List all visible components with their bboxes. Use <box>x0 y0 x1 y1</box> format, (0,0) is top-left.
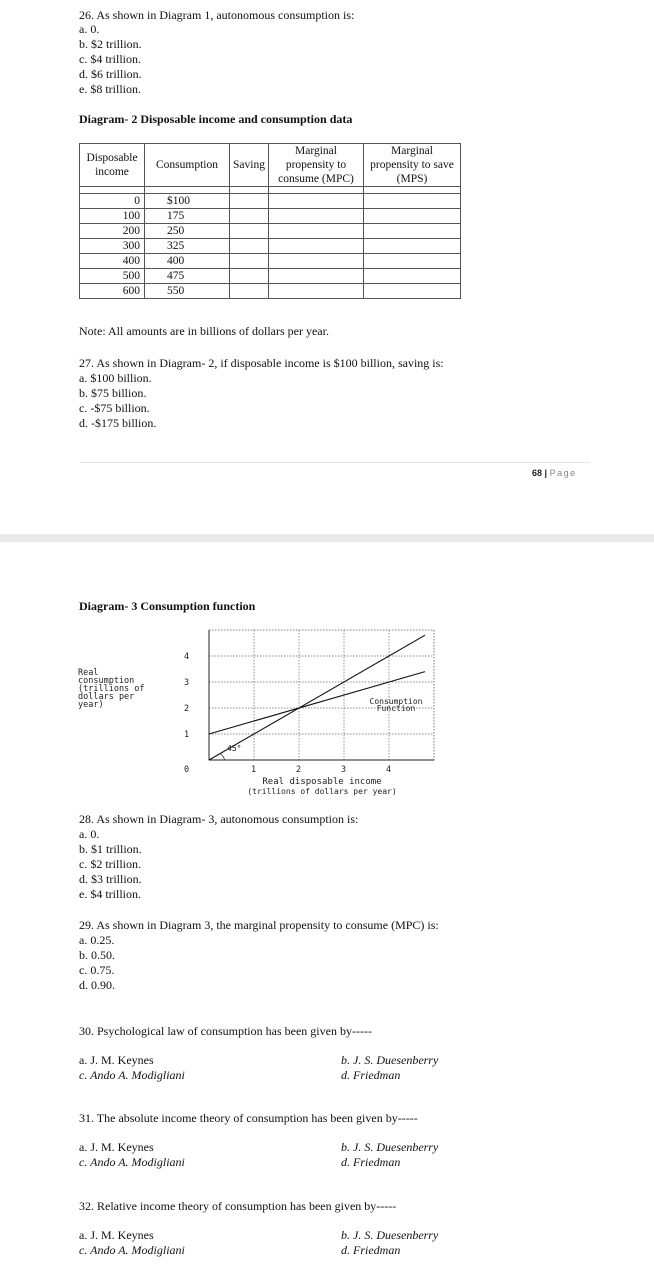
y-axis-label-line: Real <box>78 668 99 678</box>
q28-option-d: d. $3 trillion. <box>79 872 142 886</box>
table-row <box>80 284 461 299</box>
cell-saving <box>230 269 269 284</box>
header-mpc: Marginal propensity to consume (MPC) <box>269 144 364 187</box>
cell-consumption: $100 <box>145 194 230 209</box>
chart-xlabel <box>247 777 396 796</box>
cell-mps <box>364 239 461 254</box>
q30-option-b: b. J. S. Duesenberry <box>341 1053 439 1067</box>
page-break <box>0 534 654 542</box>
cell-income: 300 <box>80 239 145 254</box>
cell-mpc <box>269 224 364 239</box>
cell-consumption: 175 <box>145 209 230 224</box>
q29-option-a: a. 0.25. <box>79 933 115 947</box>
cell-saving <box>230 224 269 239</box>
header-consumption: Consumption <box>145 144 230 187</box>
consumption-chart <box>76 622 446 802</box>
q31-option-d: d. Friedman <box>341 1155 401 1169</box>
q29-option-b: b. 0.50. <box>79 948 115 962</box>
x-tick-label: 2 <box>296 765 302 775</box>
q27-option-d: d. -$175 billion. <box>79 416 157 430</box>
y-tick-label: 3 <box>184 678 190 688</box>
y-axis-label-line: dollars per <box>78 692 135 702</box>
function-label-line: Function <box>376 704 416 713</box>
chart-ylabel <box>78 668 145 710</box>
q27-option-a: a. $100 billion. <box>79 371 152 385</box>
q26-option-e: e. $8 trillion. <box>79 82 141 96</box>
y-axis-label-line: year) <box>78 700 104 710</box>
cell-income: 200 <box>80 224 145 239</box>
angle-label: 45° <box>227 744 242 753</box>
q26-option-c: c. $4 trillion. <box>79 52 141 66</box>
cell-mps <box>364 254 461 269</box>
q29-question: 29. As shown in Diagram 3, the marginal propensity to consume (MPC) is: <box>79 918 439 932</box>
angle-arc <box>220 754 225 761</box>
cell-income: 600 <box>80 284 145 299</box>
q27-option-c: c. -$75 billion. <box>79 401 150 415</box>
table-header-row <box>80 144 461 187</box>
diagram3-title: Diagram- 3 Consumption function <box>79 599 256 613</box>
table-spacer-row <box>80 187 461 194</box>
page-label: Page <box>549 468 577 478</box>
chart-annotations <box>220 697 422 760</box>
q32-option-d: d. Friedman <box>341 1243 401 1257</box>
cell-mpc <box>269 239 364 254</box>
q30-option-d: d. Friedman <box>341 1068 401 1082</box>
q27-option-b: b. $75 billion. <box>79 386 147 400</box>
cell-consumption: 475 <box>145 269 230 284</box>
q28-option-e: e. $4 trillion. <box>79 887 141 901</box>
q28-question: 28. As shown in Diagram- 3, autonomous consumption is: <box>79 812 359 826</box>
diagram2-note: Note: All amounts are in billions of dollars per year. <box>79 324 329 338</box>
y-tick-label: 1 <box>184 730 190 740</box>
x-axis-label-line: (trillions of dollars per year) <box>247 787 397 796</box>
page-separator: | <box>544 468 548 478</box>
cell-mpc <box>269 254 364 269</box>
table-row <box>80 209 461 224</box>
cell-saving <box>230 194 269 209</box>
footer-rule <box>80 462 590 463</box>
cell-saving <box>230 254 269 269</box>
header-mps: Marginal propensity to save (MPS) <box>364 144 461 187</box>
q27-question: 27. As shown in Diagram- 2, if disposable income is $100 billion, saving is: <box>79 356 444 370</box>
cell-consumption: 400 <box>145 254 230 269</box>
cell-income: 400 <box>80 254 145 269</box>
q32-option-b: b. J. S. Duesenberry <box>341 1228 439 1242</box>
x-tick-label: 4 <box>386 765 392 775</box>
q30-option-c: c. Ando A. Modigliani <box>79 1068 185 1082</box>
q30-question: 30. Psychological law of consumption has been given by----- <box>79 1024 372 1038</box>
q31-option-b: b. J. S. Duesenberry <box>341 1140 439 1154</box>
q29-option-d: d. 0.90. <box>79 978 115 992</box>
table-row <box>80 194 461 209</box>
cell-mpc <box>269 269 364 284</box>
cell-mpc <box>269 209 364 224</box>
x-tick-label: 3 <box>341 765 347 775</box>
cell-income: 0 <box>80 194 145 209</box>
header-income: Disposable income <box>80 144 145 187</box>
q26-option-b: b. $2 trillion. <box>79 37 142 51</box>
cell-consumption: 550 <box>145 284 230 299</box>
q29-option-c: c. 0.75. <box>79 963 115 977</box>
q31-option-c: c. Ando A. Modigliani <box>79 1155 185 1169</box>
diagram2-title: Diagram- 2 Disposable income and consumption data <box>79 112 353 126</box>
page-number-value: 68 <box>532 468 543 478</box>
q32-question: 32. Relative income theory of consumption has been given by----- <box>79 1199 397 1213</box>
q30-option-a: a. J. M. Keynes <box>79 1053 154 1067</box>
q28-option-b: b. $1 trillion. <box>79 842 142 856</box>
q28-option-c: c. $2 trillion. <box>79 857 141 871</box>
q32-option-c: c. Ando A. Modigliani <box>79 1243 185 1257</box>
table-row <box>80 269 461 284</box>
cell-mps <box>364 269 461 284</box>
cell-saving <box>230 284 269 299</box>
q31-option-a: a. J. M. Keynes <box>79 1140 154 1154</box>
y-axis-label-line: (trillions of <box>78 684 145 694</box>
cell-mps <box>364 194 461 209</box>
q26-question: 26. As shown in Diagram 1, autonomous consumption is: <box>79 8 355 22</box>
cell-consumption: 250 <box>145 224 230 239</box>
table-row <box>80 239 461 254</box>
header-saving: Saving <box>230 144 269 187</box>
cell-income: 100 <box>80 209 145 224</box>
q31-question: 31. The absolute income theory of consumption has been given by----- <box>79 1111 418 1125</box>
q26-option-d: d. $6 trillion. <box>79 67 142 81</box>
cell-mps <box>364 209 461 224</box>
y-tick-label: 2 <box>184 704 190 714</box>
table-row <box>80 224 461 239</box>
cell-mpc <box>269 194 364 209</box>
cell-saving <box>230 209 269 224</box>
cell-saving <box>230 239 269 254</box>
diagram2-table <box>79 143 461 299</box>
cell-mps <box>364 284 461 299</box>
table-row <box>80 254 461 269</box>
q28-option-a: a. 0. <box>79 827 100 841</box>
origin-label: 0 <box>184 765 190 775</box>
page-number <box>532 468 577 478</box>
y-axis-label-line: consumption <box>78 676 135 686</box>
x-axis-label-line: Real disposable income <box>262 777 382 787</box>
y-tick-label: 4 <box>184 652 190 662</box>
cell-mpc <box>269 284 364 299</box>
cell-mps <box>364 224 461 239</box>
function-label-line: Consumption <box>369 697 423 706</box>
q26-option-a: a. 0. <box>79 22 100 36</box>
q32-option-a: a. J. M. Keynes <box>79 1228 154 1242</box>
cell-consumption: 325 <box>145 239 230 254</box>
cell-income: 500 <box>80 269 145 284</box>
x-tick-label: 1 <box>251 765 257 775</box>
